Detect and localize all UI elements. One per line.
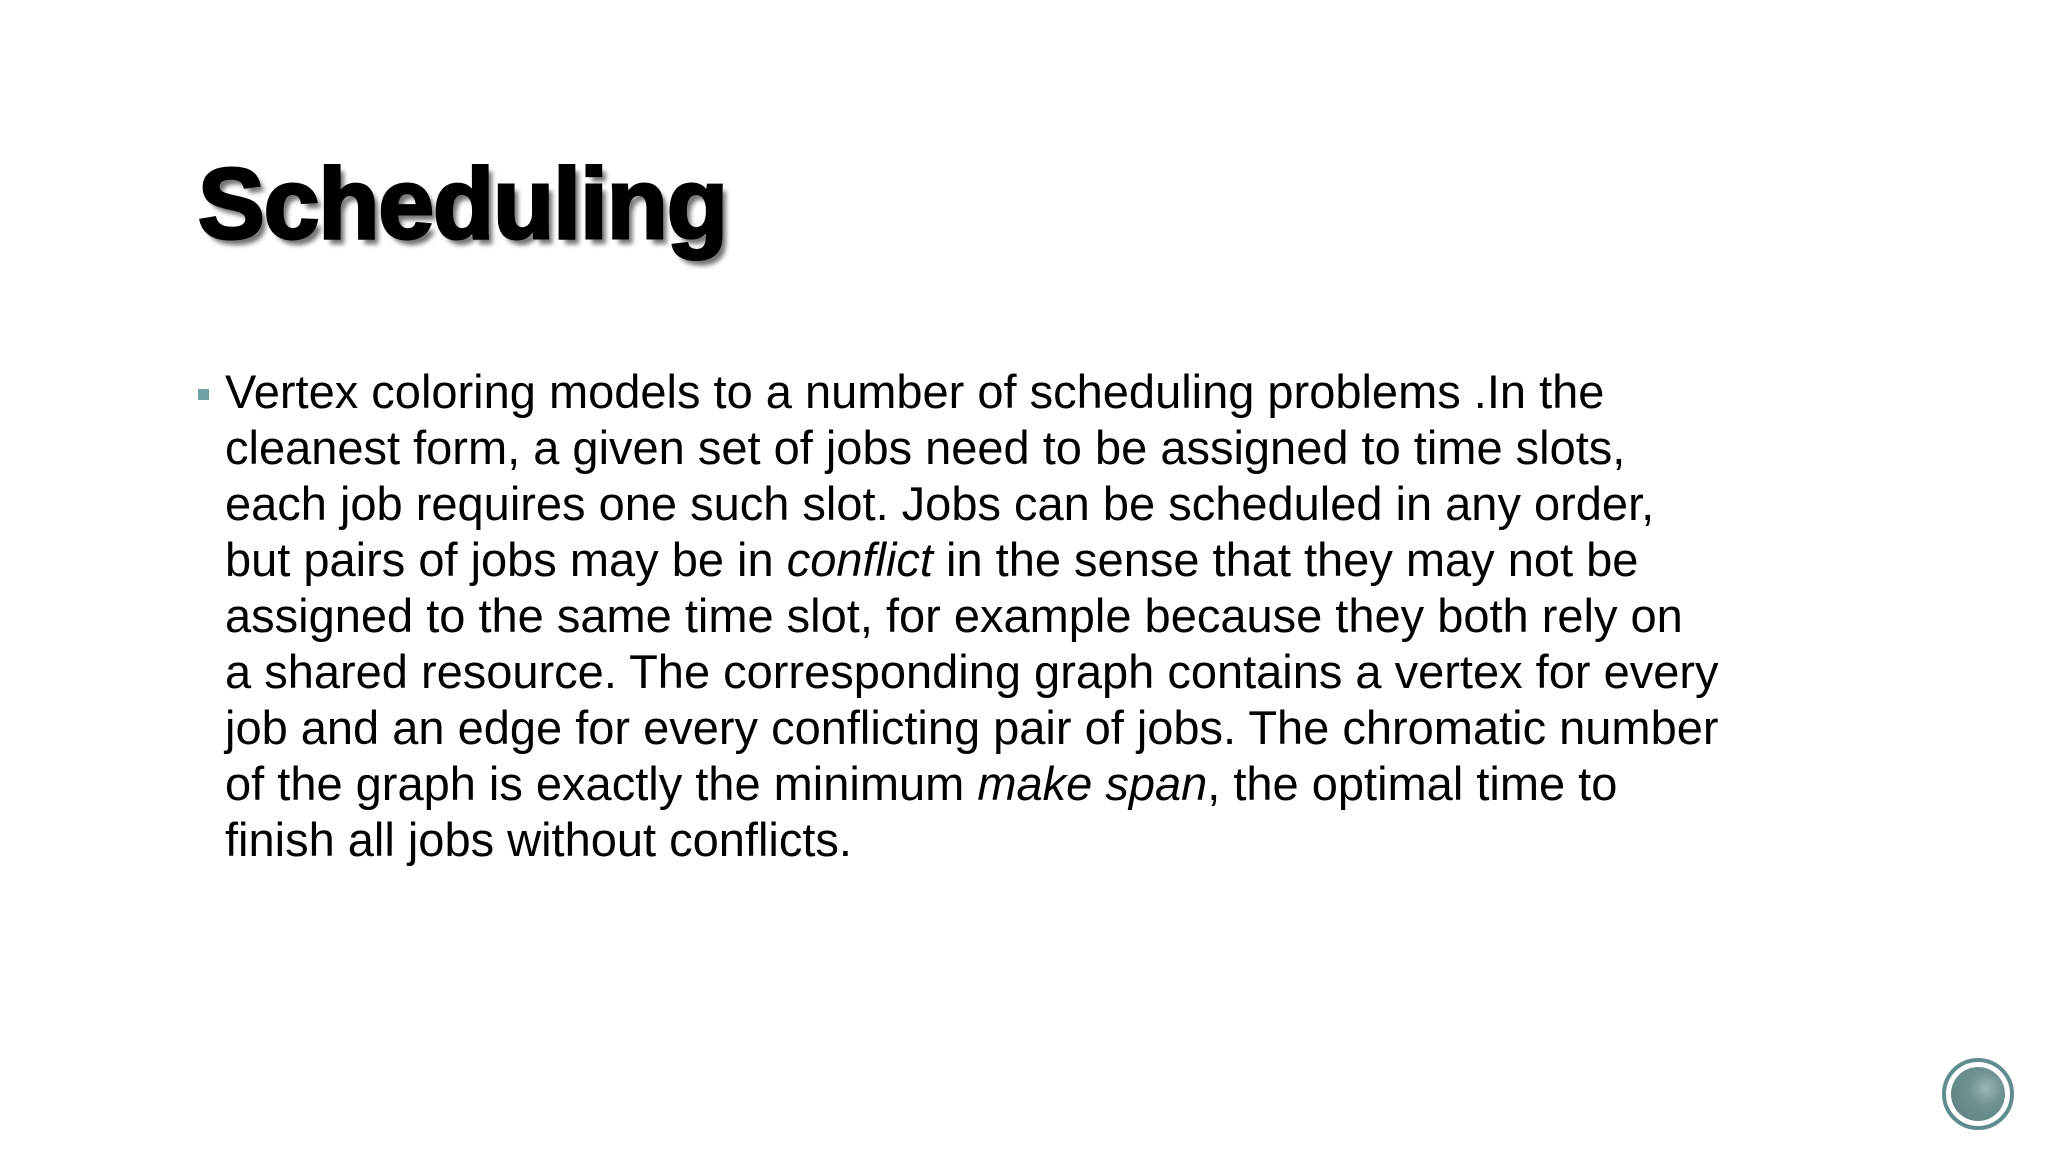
text-run: finish all jobs without conflicts. [225,813,852,866]
text-run: of the graph is exactly the minimum [225,757,978,810]
text-run: , the optimal time to [1207,757,1618,810]
text-run: a shared resource. The corresponding graph contains a vertex for every [225,645,1719,698]
text-run: Vertex coloring models to a number of scheduling problems .In the [225,365,1605,418]
text-run: assigned to the same time slot, for example because they both rely on [225,589,1683,642]
bullet-line [225,812,1719,868]
circle-nav-icon [1951,1067,2005,1121]
bullet-line [225,700,1719,756]
bullet-line [225,588,1719,644]
bullet-line [225,364,1719,420]
text-run: job and an edge for every conflicting pair of jobs. The chromatic number [225,701,1719,754]
text-run: but pairs of jobs may be in [225,533,787,586]
bullet-item [198,364,1898,868]
slide-nav-button[interactable] [1942,1058,2014,1130]
bullet-line [225,756,1719,812]
text-run: cleanest form, a given set of jobs need to be assigned to time slots, [225,421,1626,474]
italic-term: conflict [786,533,933,586]
bullet-paragraph [225,364,1719,868]
bullet-line [225,420,1719,476]
bullet-square-icon [198,389,209,400]
italic-term: make span [977,757,1208,810]
bullet-line [225,532,1719,588]
text-run: each job requires one such slot. Jobs can be scheduled in any order, [225,477,1655,530]
slide-title: Scheduling [198,148,727,260]
bullet-line [225,476,1719,532]
bullet-line [225,644,1719,700]
text-run: in the sense that they may not be [932,533,1639,586]
